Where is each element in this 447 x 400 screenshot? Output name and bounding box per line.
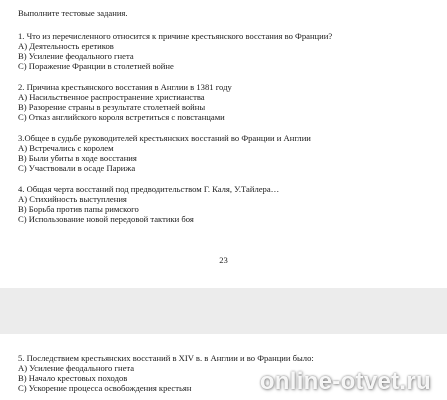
question-2-option-a: А) Насильственное распространение христианства	[18, 92, 205, 102]
question-4-option-a: А) Стихийность выступления	[18, 194, 127, 204]
question-1-text: 1. Что из перечисленного относится к причине крестьянского восстания во Франции?	[18, 31, 333, 41]
page-number: 23	[219, 255, 228, 265]
question-5-option-b: В) Начало крестовых походов	[18, 373, 128, 383]
instructions-heading: Выполните тестовые задания.	[18, 8, 128, 18]
question-1-option-a: А) Деятельность еретиков	[18, 41, 114, 51]
question-4-option-b: В) Борьба против папы римского	[18, 204, 139, 214]
question-3-option-b: В) Были убиты в ходе восстания	[18, 153, 137, 163]
question-3-option-a: А) Встречались с королем	[18, 143, 114, 153]
question-5-text: 5. Последствием крестьянских восстаний в XIV в. в Англии и во Франции было:	[18, 353, 314, 363]
page-separator	[0, 288, 447, 334]
question-3-text: 3.Общее в судьбе руководителей крестьянских восстаний во Франции и Англии	[18, 133, 311, 143]
question-1-option-b: В) Усиление феодального гнета	[18, 51, 134, 61]
question-2-text: 2. Причина крестьянского восстания в Англии в 1381 году	[18, 82, 232, 92]
question-5-option-c: С) Ускорение процесса освобождения крестьян	[18, 383, 192, 393]
question-4-option-c: С) Использование новой передовой тактики боя	[18, 214, 194, 224]
question-1-option-c: С) Поражение Франции в столетней войне	[18, 61, 174, 71]
site-watermark: online-otvet.ru	[259, 368, 431, 395]
question-5-option-a: А) Усиление феодального гнета	[18, 363, 135, 373]
question-2-option-b: В) Разорение страны в результате столетней войны	[18, 102, 206, 112]
question-4-text: 4. Общая черта восстаний под предводительством Г. Каля, У.Тайлера…	[18, 184, 280, 194]
question-3-option-c: С) Участвовали в осаде Парижа	[18, 163, 136, 173]
question-2-option-c: С) Отказ английского короля встретиться с повстанцами	[18, 112, 225, 122]
